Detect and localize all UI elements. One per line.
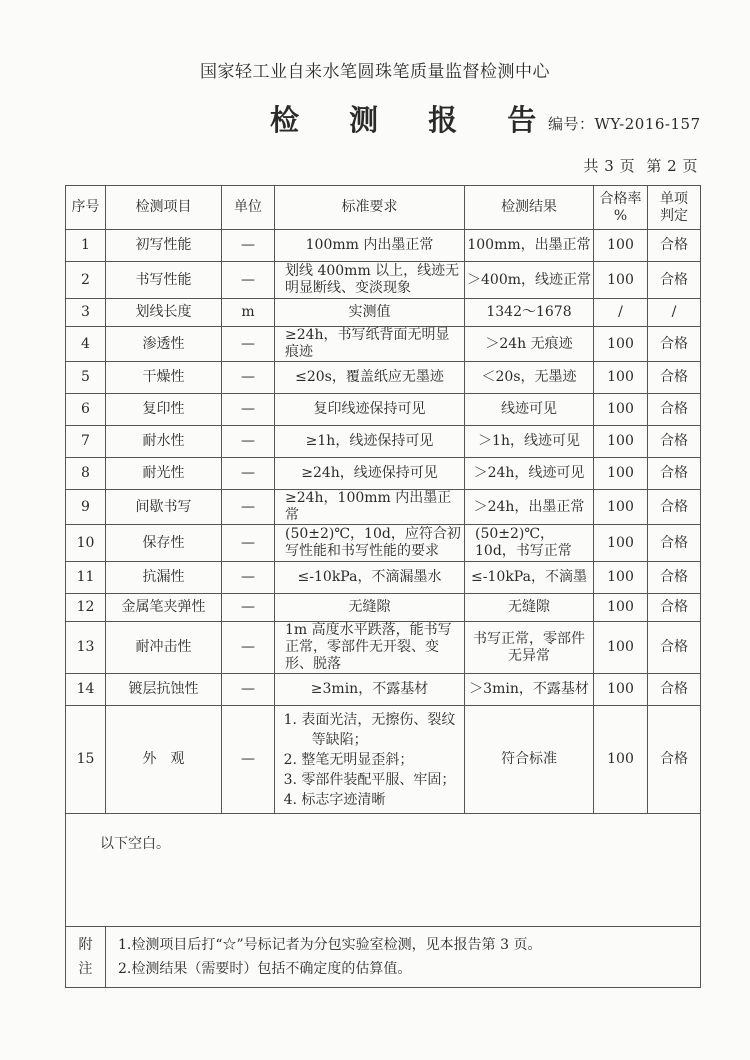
cell-pass-rate: 100 <box>594 230 648 262</box>
cell-result: ≤-10kPa，不滴墨 <box>465 562 594 594</box>
cell-unit: — <box>222 426 275 458</box>
cell-pass-rate: 100 <box>594 458 648 490</box>
current-page: 第 2 页 <box>646 157 698 175</box>
notes-header: 附 注 <box>66 927 106 988</box>
cell-verdict: 合格 <box>648 490 701 525</box>
cell-standard: ≥3min，不露基材 <box>275 674 465 706</box>
cell-item: 耐冲击性 <box>106 622 222 674</box>
cell-pass-rate: 100 <box>594 525 648 562</box>
cell-result: ＞1h，线迹可见 <box>465 426 594 458</box>
table-row <box>66 525 701 562</box>
cell-standard: 实测值 <box>275 299 465 327</box>
table-row <box>66 622 701 674</box>
cell-pass-rate: 100 <box>594 562 648 594</box>
col-standard: 标准要求 <box>275 186 465 230</box>
total-pages: 共 3 页 <box>583 157 636 175</box>
table-row <box>66 230 701 262</box>
cell-item: 初写性能 <box>106 230 222 262</box>
cell-result: ＞3min，不露基材 <box>465 674 594 706</box>
cell-result: 1342～1678 <box>465 299 594 327</box>
cell-result: ＜20s，无墨迹 <box>465 362 594 394</box>
cell-result: ＞24h，出墨正常 <box>465 490 594 525</box>
cell-seq: 7 <box>66 426 106 458</box>
appearance-item: 等缺陷； <box>283 731 368 748</box>
cell-unit: — <box>222 674 275 706</box>
cell-verdict: / <box>648 299 701 327</box>
cell-seq: 5 <box>66 362 106 394</box>
cell-unit: — <box>222 706 275 814</box>
cell-item: 耐光性 <box>106 458 222 490</box>
cell-item: 书写性能 <box>106 262 222 299</box>
cell-seq: 12 <box>66 594 106 622</box>
table-row <box>66 426 701 458</box>
cell-pass-rate: 100 <box>594 394 648 426</box>
cell-seq: 1 <box>66 230 106 262</box>
cell-seq: 11 <box>66 562 106 594</box>
cell-verdict: 合格 <box>648 327 701 362</box>
cell-seq: 8 <box>66 458 106 490</box>
cell-unit: — <box>222 525 275 562</box>
table-row <box>66 674 701 706</box>
col-unit: 单位 <box>222 186 275 230</box>
cell-pass-rate: 100 <box>594 706 648 814</box>
cell-seq: 4 <box>66 327 106 362</box>
cell-verdict: 合格 <box>648 706 701 814</box>
notes-row <box>66 927 701 988</box>
cell-standard <box>275 706 465 814</box>
cell-standard: 无缝隙 <box>275 594 465 622</box>
table-row <box>66 262 701 299</box>
cell-unit: m <box>222 299 275 327</box>
table-row <box>66 299 701 327</box>
cell-verdict: 合格 <box>648 458 701 490</box>
cell-verdict: 合格 <box>648 622 701 674</box>
cell-unit: — <box>222 490 275 525</box>
cell-result: 线迹可见 <box>465 394 594 426</box>
table-row <box>66 327 701 362</box>
cell-verdict: 合格 <box>648 426 701 458</box>
cell-verdict: 合格 <box>648 525 701 562</box>
cell-verdict: 合格 <box>648 230 701 262</box>
cell-pass-rate: 100 <box>594 262 648 299</box>
page-info <box>578 155 698 176</box>
cell-unit: — <box>222 262 275 299</box>
organization-name: 国家轻工业自来水笔圆珠笔质量监督检测中心 <box>200 62 550 82</box>
col-pass-rate: 合格率 % <box>594 186 648 230</box>
cell-verdict: 合格 <box>648 262 701 299</box>
cell-item: 外 观 <box>106 706 222 814</box>
cell-standard: ≥24h，100mm 内出墨正常 <box>275 490 465 525</box>
cell-verdict: 合格 <box>648 674 701 706</box>
cell-seq: 15 <box>66 706 106 814</box>
cell-seq: 14 <box>66 674 106 706</box>
cell-item: 划线长度 <box>106 299 222 327</box>
cell-standard: ≥24h，书写纸背面无明显痕迹 <box>275 327 465 362</box>
cell-unit: — <box>222 230 275 262</box>
table-row <box>66 562 701 594</box>
cell-seq: 10 <box>66 525 106 562</box>
table-row <box>66 394 701 426</box>
cell-standard: 复印线迹保持可见 <box>275 394 465 426</box>
cell-verdict: 合格 <box>648 562 701 594</box>
cell-pass-rate: 100 <box>594 622 648 674</box>
cell-pass-rate: 100 <box>594 594 648 622</box>
cell-seq: 13 <box>66 622 106 674</box>
cell-item: 间歇书写 <box>106 490 222 525</box>
cell-pass-rate: 100 <box>594 490 648 525</box>
note-line: 1.检测项目后打“☆”号标记者为分包实验室检测，见本报告第 3 页。 <box>118 937 542 953</box>
cell-result: (50±2)℃，10d，书写正常 <box>465 525 594 562</box>
notes-content <box>106 927 701 988</box>
cell-unit: — <box>222 394 275 426</box>
cell-item: 镀层抗蚀性 <box>106 674 222 706</box>
cell-standard: ≥1h，线迹保持可见 <box>275 426 465 458</box>
cell-standard: ≤20s，覆盖纸应无墨迹 <box>275 362 465 394</box>
col-verdict: 单项 判定 <box>648 186 701 230</box>
cell-unit: — <box>222 622 275 674</box>
col-seq: 序号 <box>66 186 106 230</box>
cell-pass-rate: 100 <box>594 674 648 706</box>
appearance-item: 2. 整笔无明显歪斜； <box>283 751 414 768</box>
cell-result: ＞24h，线迹可见 <box>465 458 594 490</box>
cell-item: 渗透性 <box>106 327 222 362</box>
cell-standard: (50±2)℃，10d，应符合初写性能和书写性能的要求 <box>275 525 465 562</box>
cell-item: 保存性 <box>106 525 222 562</box>
cell-verdict: 合格 <box>648 394 701 426</box>
col-result: 检测结果 <box>465 186 594 230</box>
report-title: 检 测 报 告 <box>270 103 557 137</box>
appearance-item: 3. 零部件装配平服、牢固； <box>283 771 456 788</box>
cell-seq: 6 <box>66 394 106 426</box>
cell-standard: 划线 400mm 以上，线迹无明显断线、变淡现象 <box>275 262 465 299</box>
cell-result: 无缝隙 <box>465 594 594 622</box>
col-item: 检测项目 <box>106 186 222 230</box>
report-number: 编号：WY-2016-157 <box>548 115 701 133</box>
cell-unit: — <box>222 594 275 622</box>
cell-item: 抗漏性 <box>106 562 222 594</box>
cell-unit: — <box>222 327 275 362</box>
table-row <box>66 706 701 814</box>
cell-unit: — <box>222 562 275 594</box>
cell-item: 耐水性 <box>106 426 222 458</box>
table-row <box>66 594 701 622</box>
cell-result: ＞24h 无痕迹 <box>465 327 594 362</box>
cell-result: 书写正常，零部件无异常 <box>465 622 594 674</box>
table-row <box>66 458 701 490</box>
table-row <box>66 490 701 525</box>
note-line: 2.检测结果（需要时）包括不确定度的估算值。 <box>118 961 412 977</box>
cell-standard: ≥24h，线迹保持可见 <box>275 458 465 490</box>
cell-standard: 1m 高度水平跌落，能书写正常，零部件无开裂、变形、脱落 <box>275 622 465 674</box>
cell-pass-rate: 100 <box>594 327 648 362</box>
cell-unit: — <box>222 458 275 490</box>
blank-note: 以下空白。 <box>66 814 701 927</box>
cell-verdict: 合格 <box>648 362 701 394</box>
table-header-row <box>66 186 701 230</box>
cell-pass-rate: 100 <box>594 426 648 458</box>
cell-seq: 9 <box>66 490 106 525</box>
cell-standard: 100mm 内出墨正常 <box>275 230 465 262</box>
cell-result: 100mm，出墨正常 <box>465 230 594 262</box>
cell-result: 符合标准 <box>465 706 594 814</box>
appearance-item: 1. 表面光洁，无擦伤、裂纹 <box>283 711 456 728</box>
cell-standard: ≤-10kPa，不滴漏墨水 <box>275 562 465 594</box>
cell-seq: 2 <box>66 262 106 299</box>
cell-result: ＞400m，线迹正常 <box>465 262 594 299</box>
table-row <box>66 362 701 394</box>
cell-item: 干燥性 <box>106 362 222 394</box>
cell-unit: — <box>222 362 275 394</box>
appearance-requirements <box>284 710 456 810</box>
appearance-item: 4. 标志字迹清晰 <box>283 791 386 808</box>
cell-pass-rate: / <box>594 299 648 327</box>
cell-pass-rate: 100 <box>594 362 648 394</box>
cell-item: 复印性 <box>106 394 222 426</box>
blank-row <box>66 814 701 927</box>
inspection-table <box>65 185 701 988</box>
cell-seq: 3 <box>66 299 106 327</box>
cell-item: 金属笔夹弹性 <box>106 594 222 622</box>
cell-verdict: 合格 <box>648 594 701 622</box>
